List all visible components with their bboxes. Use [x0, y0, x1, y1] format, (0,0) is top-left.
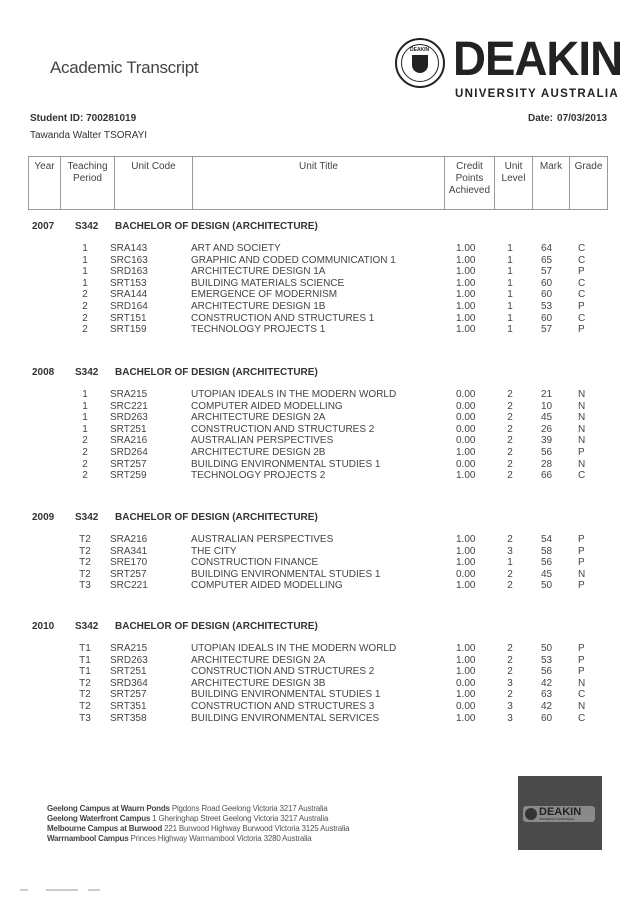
- campus-name: Geelong Waterfront Campus: [47, 814, 151, 823]
- unit-tp: T1: [79, 666, 91, 678]
- logo-wordmark: DEAKIN: [453, 33, 623, 86]
- unit-level: 2: [507, 666, 513, 678]
- campus-street-address: Pigdons Road Geelong Victoria 3217 Australia: [171, 804, 328, 813]
- unit-grade: P: [578, 324, 585, 336]
- unit-cp: 1.00: [456, 712, 476, 724]
- unit-level: 1: [507, 277, 513, 289]
- header-unit-code: Unit Code: [115, 157, 193, 209]
- scan-artifact: [46, 889, 78, 891]
- unit-level: 2: [507, 568, 513, 580]
- date-value: 07/03/2013: [557, 113, 608, 124]
- unit-code: SRT251: [110, 423, 147, 435]
- unit-mark: 10: [541, 400, 553, 412]
- unit-code: SRT251: [110, 666, 147, 678]
- unit-row: [0, 424, 638, 436]
- unit-title: ART AND SOCIETY: [191, 243, 281, 254]
- unit-tp: 2: [82, 301, 88, 312]
- unit-row: [0, 470, 638, 482]
- unit-title: ARCHITECTURE DESIGN 2B: [191, 447, 326, 458]
- unit-code: SRT351: [110, 701, 147, 712]
- unit-title: TECHNOLOGY PROJECTS 2: [191, 470, 326, 482]
- unit-row: [0, 689, 638, 701]
- unit-tp: 1: [82, 243, 88, 254]
- unit-grade: P: [578, 580, 585, 592]
- unit-mark: 63: [541, 689, 553, 701]
- unit-code: SRT159: [110, 324, 147, 336]
- student-id-value: 700281019: [86, 113, 137, 124]
- unit-level: 2: [507, 412, 513, 424]
- unit-tp: T2: [79, 534, 91, 545]
- unit-grade: N: [578, 458, 586, 470]
- unit-cp: 1.00: [456, 534, 476, 545]
- unit-grade: C: [578, 277, 586, 289]
- unit-tp: 2: [82, 435, 88, 447]
- unit-grade: C: [578, 289, 586, 301]
- unit-cp: 1.00: [456, 254, 476, 266]
- unit-grade: N: [578, 677, 586, 689]
- unit-mark: 66: [541, 470, 553, 482]
- unit-level: 1: [507, 243, 513, 254]
- header-year: Year: [29, 157, 61, 209]
- unit-grade: P: [578, 301, 585, 312]
- unit-grade: P: [578, 557, 585, 569]
- unit-title: ARCHITECTURE DESIGN 1B: [191, 301, 326, 312]
- unit-code: SRD164: [110, 301, 148, 312]
- unit-cp: 1.00: [456, 266, 476, 278]
- unit-cp: 1.00: [456, 654, 476, 666]
- unit-cp: 1.00: [456, 289, 476, 301]
- unit-grade: N: [578, 701, 586, 712]
- unit-row: [0, 389, 638, 401]
- unit-grade: P: [578, 266, 585, 278]
- header-unit-level: Unit Level: [495, 157, 533, 209]
- unit-row: [0, 447, 638, 459]
- campus-address-line: [47, 814, 349, 824]
- unit-mark: 56: [541, 447, 553, 458]
- unit-mark: 65: [541, 254, 553, 266]
- unit-level: 1: [507, 266, 513, 278]
- unit-tp: T2: [79, 545, 91, 557]
- unit-tp: T2: [79, 701, 91, 712]
- unit-mark: 42: [541, 677, 553, 689]
- unit-mark: 60: [541, 289, 553, 301]
- campus-addresses: [47, 804, 349, 844]
- unit-cp: 0.00: [456, 458, 476, 470]
- unit-tp: 2: [82, 470, 88, 482]
- unit-mark: 28: [541, 458, 553, 470]
- logo-subtitle: UNIVERSITY AUSTRALIA: [455, 88, 620, 100]
- unit-grade: P: [578, 654, 585, 666]
- section-year: 2007: [32, 221, 55, 232]
- unit-code: SRT358: [110, 712, 147, 724]
- course-code: S342: [75, 512, 99, 523]
- campus-address-line: [47, 834, 349, 844]
- campus-name: Geelong Campus at Waurn Ponds: [47, 804, 170, 813]
- unit-code: SRC221: [110, 580, 148, 592]
- date-label: Date:: [528, 113, 554, 124]
- unit-cp: 1.00: [456, 312, 476, 324]
- unit-level: 2: [507, 580, 513, 592]
- unit-tp: 2: [82, 312, 88, 324]
- unit-tp: 1: [82, 389, 88, 400]
- unit-grade: N: [578, 435, 586, 447]
- unit-level: 2: [507, 400, 513, 412]
- unit-tp: T3: [79, 580, 91, 592]
- unit-title: CONSTRUCTION AND STRUCTURES 3: [191, 701, 375, 712]
- unit-cp: 0.00: [456, 412, 476, 424]
- unit-row: [0, 701, 638, 713]
- unit-level: 3: [507, 545, 513, 557]
- deakin-logo: [395, 33, 623, 106]
- unit-level: 2: [507, 389, 513, 400]
- campus-name: Warrnambool Campus: [47, 834, 129, 843]
- header-teaching-period: Teaching Period: [61, 157, 115, 209]
- unit-mark: 21: [541, 389, 553, 400]
- unit-title: ARCHITECTURE DESIGN 3B: [191, 677, 326, 689]
- unit-mark: 60: [541, 712, 553, 724]
- unit-tp: T1: [79, 654, 91, 666]
- unit-level: 2: [507, 534, 513, 545]
- unit-mark: 57: [541, 266, 553, 278]
- deakin-stamp: [518, 776, 602, 850]
- unit-mark: 53: [541, 654, 553, 666]
- unit-row: [0, 580, 638, 592]
- unit-mark: 42: [541, 701, 553, 712]
- unit-cp: 1.00: [456, 689, 476, 701]
- unit-code: SRA216: [110, 534, 148, 545]
- unit-level: 2: [507, 689, 513, 701]
- unit-mark: 54: [541, 534, 553, 545]
- unit-grade: C: [578, 312, 586, 324]
- unit-grade: N: [578, 423, 586, 435]
- unit-grade: C: [578, 712, 586, 724]
- unit-mark: 60: [541, 277, 553, 289]
- unit-level: 2: [507, 435, 513, 447]
- campus-name: Melbourne Campus at Burwood: [47, 824, 163, 833]
- unit-level: 1: [507, 254, 513, 266]
- unit-level: 1: [507, 289, 513, 301]
- unit-grade: N: [578, 568, 586, 580]
- course-code: S342: [75, 221, 99, 232]
- unit-title: TECHNOLOGY PROJECTS 1: [191, 324, 326, 336]
- unit-tp: T1: [79, 643, 91, 654]
- unit-cp: 1.00: [456, 557, 476, 569]
- unit-level: 1: [507, 324, 513, 336]
- unit-grade: C: [578, 243, 586, 254]
- unit-mark: 39: [541, 435, 553, 447]
- unit-grade: C: [578, 689, 586, 701]
- unit-title: CONSTRUCTION AND STRUCTURES 2: [191, 423, 375, 435]
- unit-mark: 60: [541, 312, 553, 324]
- unit-level: 2: [507, 470, 513, 482]
- section-year: 2010: [32, 621, 55, 632]
- unit-code: SRA215: [110, 389, 148, 400]
- campus-street-address: 221 Burwood Highway Burwood Victoria 3125 Australia: [164, 824, 350, 833]
- unit-tp: T2: [79, 689, 91, 701]
- unit-grade: P: [578, 534, 585, 545]
- unit-row: [0, 412, 638, 424]
- unit-tp: 1: [82, 266, 88, 278]
- unit-title: UTOPIAN IDEALS IN THE MODERN WORLD: [191, 389, 397, 400]
- unit-code: SRD264: [110, 447, 148, 458]
- unit-row: [0, 546, 638, 558]
- scan-artifact: [88, 889, 100, 891]
- unit-row: [0, 678, 638, 690]
- unit-tp: 2: [82, 324, 88, 336]
- section-year: 2009: [32, 512, 55, 523]
- student-id-label: Student ID:: [30, 113, 84, 124]
- unit-cp: 1.00: [456, 545, 476, 557]
- unit-title: CONSTRUCTION AND STRUCTURES 1: [191, 312, 375, 324]
- unit-code: SRD263: [110, 412, 148, 424]
- unit-grade: P: [578, 447, 585, 458]
- transcript-table-header: [28, 156, 608, 210]
- unit-tp: T2: [79, 568, 91, 580]
- unit-code: SRC163: [110, 254, 148, 266]
- unit-cp: 0.00: [456, 389, 476, 400]
- unit-cp: 1.00: [456, 470, 476, 482]
- unit-title: GRAPHIC AND CODED COMMUNICATION 1: [191, 254, 396, 266]
- unit-row: [0, 301, 638, 313]
- university-emblem-icon: [395, 38, 445, 88]
- unit-level: 3: [507, 712, 513, 724]
- student-name: Tawanda Walter TSORAYI: [30, 130, 148, 141]
- unit-mark: 53: [541, 301, 553, 312]
- unit-cp: 1.00: [456, 243, 476, 254]
- unit-level: 1: [507, 301, 513, 312]
- scan-artifact: [20, 889, 28, 891]
- unit-code: SRD163: [110, 266, 148, 278]
- unit-mark: 45: [541, 412, 553, 424]
- unit-row: [0, 569, 638, 581]
- unit-cp: 1.00: [456, 277, 476, 289]
- unit-code: SRA215: [110, 643, 148, 654]
- unit-tp: 1: [82, 254, 88, 266]
- unit-row: [0, 255, 638, 267]
- unit-row: [0, 666, 638, 678]
- campus-address-line: [47, 804, 349, 814]
- unit-tp: T2: [79, 557, 91, 569]
- unit-cp: 0.00: [456, 677, 476, 689]
- unit-tp: T2: [79, 677, 91, 689]
- unit-code: SRE170: [110, 557, 148, 569]
- unit-tp: 2: [82, 458, 88, 470]
- unit-row: [0, 266, 638, 278]
- unit-grade: N: [578, 400, 586, 412]
- unit-cp: 1.00: [456, 324, 476, 336]
- unit-title: CONSTRUCTION AND STRUCTURES 2: [191, 666, 375, 678]
- unit-row: [0, 401, 638, 413]
- unit-tp: 1: [82, 400, 88, 412]
- unit-code: SRA216: [110, 435, 148, 447]
- unit-title: BUILDING ENVIRONMENTAL SERVICES: [191, 712, 380, 724]
- unit-title: ARCHITECTURE DESIGN 1A: [191, 266, 326, 278]
- unit-code: SRT257: [110, 458, 147, 470]
- unit-title: AUSTRALIAN PERSPECTIVES: [191, 534, 334, 545]
- unit-cp: 0.00: [456, 400, 476, 412]
- unit-title: EMERGENCE OF MODERNISM: [191, 289, 338, 301]
- unit-tp: T3: [79, 712, 91, 724]
- header-grade: Grade: [574, 161, 603, 172]
- unit-title: COMPUTER AIDED MODELLING: [191, 580, 343, 592]
- unit-grade: C: [578, 470, 586, 482]
- course-name: BACHELOR OF DESIGN (ARCHITECTURE): [115, 367, 318, 378]
- unit-row: [0, 278, 638, 290]
- unit-row: [0, 289, 638, 301]
- unit-level: 3: [507, 677, 513, 689]
- section-year: 2008: [32, 367, 55, 378]
- unit-grade: N: [578, 389, 586, 400]
- unit-title: UTOPIAN IDEALS IN THE MODERN WORLD: [191, 643, 397, 654]
- unit-mark: 56: [541, 666, 553, 678]
- course-code: S342: [75, 367, 99, 378]
- unit-row: [0, 459, 638, 471]
- student-id: [30, 113, 136, 124]
- unit-title: ARCHITECTURE DESIGN 2A: [191, 412, 326, 424]
- header-credit-points: Credit Points Achieved: [445, 157, 495, 209]
- unit-code: SRT257: [110, 568, 147, 580]
- campus-address-line: [47, 824, 349, 834]
- unit-row: [0, 655, 638, 667]
- unit-code: SRT259: [110, 470, 147, 482]
- unit-level: 2: [507, 654, 513, 666]
- unit-cp: 0.00: [456, 423, 476, 435]
- unit-level: 2: [507, 643, 513, 654]
- unit-title: BUILDING ENVIRONMENTAL STUDIES 1: [191, 689, 381, 701]
- unit-mark: 56: [541, 557, 553, 569]
- unit-cp: 0.00: [456, 701, 476, 712]
- unit-level: 2: [507, 423, 513, 435]
- unit-row: [0, 324, 638, 336]
- unit-mark: 57: [541, 324, 553, 336]
- unit-code: SRA144: [110, 289, 148, 301]
- stamp-subtitle: UNIVERSITY AUSTRALIA: [539, 817, 575, 821]
- unit-code: SRD364: [110, 677, 148, 689]
- unit-row: [0, 313, 638, 325]
- course-code: S342: [75, 621, 99, 632]
- unit-grade: C: [578, 254, 586, 266]
- unit-level: 2: [507, 447, 513, 458]
- stamp-emblem-icon: [525, 808, 537, 820]
- unit-level: 3: [507, 701, 513, 712]
- unit-code: SRD263: [110, 654, 148, 666]
- header-unit-title: Unit Title: [193, 157, 445, 209]
- unit-tp: 1: [82, 423, 88, 435]
- unit-tp: 1: [82, 277, 88, 289]
- unit-row: [0, 643, 638, 655]
- stamp-wordmark: DEAKIN: [539, 806, 582, 818]
- unit-cp: 0.00: [456, 435, 476, 447]
- unit-code: SRT153: [110, 277, 147, 289]
- unit-row: [0, 435, 638, 447]
- unit-cp: 1.00: [456, 447, 476, 458]
- document-title: Academic Transcript: [50, 58, 199, 77]
- header-mark: Mark: [533, 157, 570, 209]
- unit-tp: 1: [82, 412, 88, 424]
- unit-code: SRA143: [110, 243, 148, 254]
- unit-grade: P: [578, 666, 585, 678]
- unit-title: BUILDING ENVIRONMENTAL STUDIES 1: [191, 568, 381, 580]
- unit-title: ARCHITECTURE DESIGN 2A: [191, 654, 326, 666]
- unit-mark: 50: [541, 580, 553, 592]
- unit-title: THE CITY: [191, 545, 237, 557]
- campus-street-address: 1 Gheringhap Street Geelong Victoria 3217 Australia: [152, 814, 329, 823]
- course-name: BACHELOR OF DESIGN (ARCHITECTURE): [115, 221, 318, 232]
- unit-tp: 2: [82, 447, 88, 458]
- course-name: BACHELOR OF DESIGN (ARCHITECTURE): [115, 512, 318, 523]
- unit-tp: 2: [82, 289, 88, 301]
- unit-mark: 58: [541, 545, 553, 557]
- unit-code: SRT151: [110, 312, 147, 324]
- unit-grade: P: [578, 643, 585, 654]
- unit-cp: 0.00: [456, 568, 476, 580]
- unit-code: SRC221: [110, 400, 148, 412]
- unit-row: [0, 243, 638, 255]
- unit-title: BUILDING ENVIRONMENTAL STUDIES 1: [191, 458, 381, 470]
- unit-cp: 1.00: [456, 301, 476, 312]
- unit-cp: 1.00: [456, 666, 476, 678]
- unit-level: 2: [507, 458, 513, 470]
- unit-code: SRT257: [110, 689, 147, 701]
- unit-title: BUILDING MATERIALS SCIENCE: [191, 277, 345, 289]
- unit-cp: 1.00: [456, 643, 476, 654]
- unit-row: [0, 713, 638, 725]
- unit-title: AUSTRALIAN PERSPECTIVES: [191, 435, 334, 447]
- unit-mark: 50: [541, 643, 553, 654]
- unit-row: [0, 557, 638, 569]
- unit-level: 1: [507, 557, 513, 569]
- unit-level: 1: [507, 312, 513, 324]
- unit-grade: P: [578, 545, 585, 557]
- course-name: BACHELOR OF DESIGN (ARCHITECTURE): [115, 621, 318, 632]
- emblem-text: DEAKIN: [410, 47, 430, 53]
- unit-cp: 1.00: [456, 580, 476, 592]
- campus-street-address: Princes Highway Warrnambool Victoria 3280 Australia: [130, 834, 312, 843]
- unit-mark: 45: [541, 568, 553, 580]
- unit-title: COMPUTER AIDED MODELLING: [191, 400, 343, 412]
- unit-row: [0, 534, 638, 546]
- unit-title: CONSTRUCTION FINANCE: [191, 557, 319, 569]
- issue-date: [528, 113, 607, 124]
- unit-code: SRA341: [110, 545, 148, 557]
- unit-mark: 64: [541, 243, 553, 254]
- unit-mark: 26: [541, 423, 553, 435]
- unit-grade: N: [578, 412, 586, 424]
